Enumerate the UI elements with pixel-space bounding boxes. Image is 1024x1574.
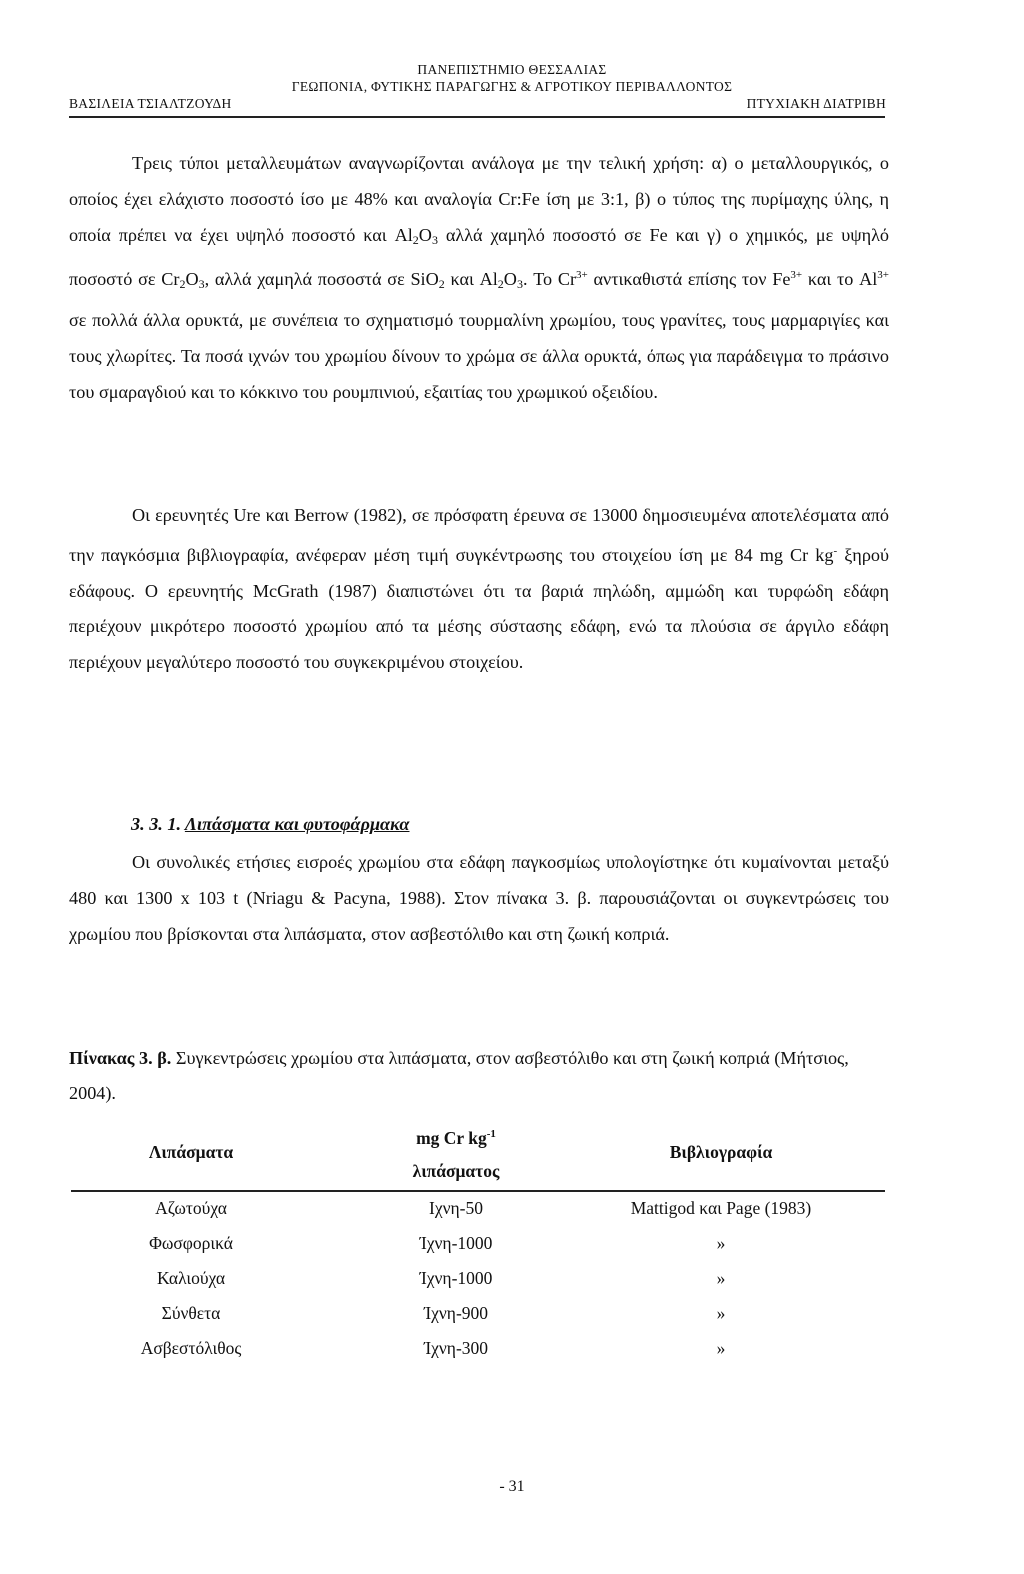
table-caption	[69, 1041, 889, 1111]
table-row: Καλιούχα Ίχνη-1000 »	[156, 1268, 726, 1288]
section-number: 3. 3. 1.	[131, 814, 182, 834]
table-caption-label: Πίνακας 3. β.	[69, 1048, 172, 1068]
header-rule	[69, 116, 885, 118]
table-header-rule	[71, 1190, 885, 1192]
table-row: Ασβεστόλιθος Ίχνη-300 »	[140, 1338, 726, 1358]
paragraph-fertilizers: Οι συνολικές ετήσιες εισροές χρωμίου στα εδάφη παγκοσμίως υπολογίστηκε ότι κυμαίνονται μεταξύ 480 και 1300 x 103 t (Nriagu & Pacyna, 1988). Στον πίνακα 3. β. παρουσιάζονται οι συγκεντρώσεις του χρωμίου που βρίσκονται στα λιπάσματα, στον ασβεστόλιθο και στη ζωική κοπριά.	[69, 852, 889, 944]
table-header-fertilizers: Λιπάσματα	[148, 1142, 234, 1162]
section-title: Λιπάσματα και φυτοφάρμακα	[184, 814, 410, 834]
header-university: ΠΑΝΕΠΙΣΤΗΜΙΟ ΘΕΣΣΑΛΙΑΣ	[417, 62, 607, 77]
section-heading	[131, 814, 409, 835]
paragraph-ore-types: Τρεις τύποι μεταλλευμάτων αναγνωρίζονται ανάλογα με την τελική χρήση: α) ο μεταλλουργικός, ο οποίος έχει ελάχιστο ποσοστό ίσο με 48% και αναλογία Cr:Fe ίση με 3:1, β) ο τύπος της πυρίμαχης ύλης, η οποία πρέπει να έχει υψηλό ποσοστό και $Al_2O_3$ αλλά χαμηλό ποσοστό σε Fe και γ) ο χημικός, με υψηλό ποσοστό σε $Cr_2O_3$, αλλά χαμηλά ποσοστά σε SiO$_2$ και $Al_2O_3$. Το $Cr^{3+}$ αντικαθιστά επίσης τον $Fe^{3+}$ και το $Al^{3+}$ σε πολλά άλλα ορυκτά, με συνέπεια το σχηματισμό τουρμαλίνη χρωμίου, τους γρανίτες, τους μαρμαριγίες και τους χλωρίτες. Τα ποσά ιχνών του χρωμίου δίνουν το χρώμα σε άλλα ορυκτά, όπως για παράδειγμα το πράσινο του σμαραγδιού και το κόκκινο του ρουμπινιού, εξαιτίας του χρωμικού οξειδίου.	[69, 153, 890, 402]
table-row: Σύνθετα Ίχνη-900 »	[161, 1303, 726, 1323]
page-number: - 31	[499, 1478, 525, 1495]
table-row: Αζωτούχα Ιχνη-50 Mattigod και Page (1983)	[155, 1198, 812, 1218]
table-row: Φωσφορικά Ίχνη-1000 »	[149, 1233, 726, 1253]
paragraph-researchers: Οι ερευνητές Ure και Berrow (1982), σε πρόσφατη έρευνα σε 13000 δημοσιευμένα αποτελέσματα από την παγκόσμια βιβλιογραφία, ανέφεραν μέση τιμή συγκέντρωσης του στοιχείου ίση με 84 mg Cr kg- ξηρού εδάφους. Ο ερευνητής McGrath (1987) διαπιστώνει ότι τα βαριά πηλώδη, αμμώδη και τυρφώδη εδάφη περιέχουν μικρότερο ποσοστό χρωμίου από τα μέσης σύστασης εδάφη, ενώ τα πλούσια σε άργιλο εδάφη περιέχουν μεγαλύτερο ποσοστό του συγκεκριμένου στοιχείου.	[69, 505, 889, 673]
header-department: ΓΕΩΠΟΝΙΑ, ΦΥΤΙΚΗΣ ΠΑΡΑΓΩΓΗΣ & ΑΓΡΟΤΙΚΟΥ ΠΕΡΙΒΑΛΛΟΝΤΟΣ	[291, 79, 733, 94]
header-doc-type: ΠΤΥΧΙΑΚΗ ΔΙΑΤΡΙΒΗ	[746, 96, 886, 111]
table-caption-text: Συγκεντρώσεις χρωμίου στα λιπάσματα, στον ασβεστόλιθο και στη ζωική κοπριά (Μήτσιος, 2004).	[69, 1048, 849, 1103]
header-author: ΒΑΣΙΛΕΙΑ ΤΣΙΑΛΤΖΟΥΔΗ	[69, 96, 232, 111]
table-header-references: Βιβλιογραφία	[669, 1142, 773, 1162]
table-header-concentration: mg Cr $kg^{-1}$ λιπάσματος	[412, 1128, 500, 1181]
